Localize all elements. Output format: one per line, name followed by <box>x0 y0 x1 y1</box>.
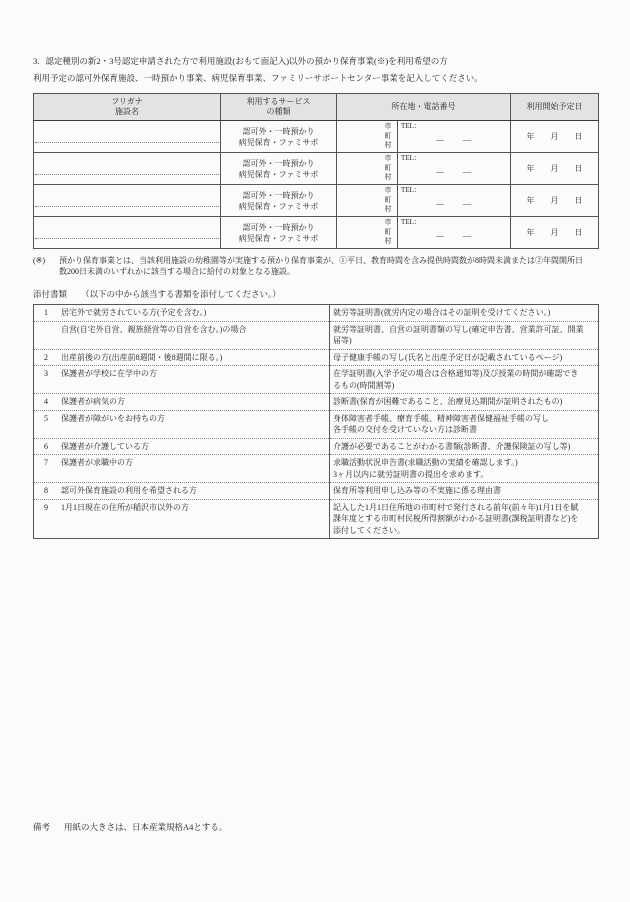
section3-heading <box>33 56 598 67</box>
condition-cell <box>34 394 330 411</box>
document-line: 就労等証明書(就労内定の場合はその証明を受けてください。) <box>333 308 551 317</box>
row-number: 3 <box>44 369 48 378</box>
usage-table-header-row <box>34 94 599 121</box>
condition-text: 保護者が病気の方 <box>61 397 125 406</box>
start-date-cell: 年 月 日 <box>511 217 599 249</box>
municipality-label: 市町村 <box>384 186 392 214</box>
municipality-label: 市町村 <box>384 154 392 182</box>
attachments-title-note: （以下の中から該当する書類を添付してください。） <box>81 289 281 299</box>
location-tel-cell <box>337 153 511 185</box>
row-number: 9 <box>44 502 48 512</box>
header-service-line2: の種類 <box>266 107 291 116</box>
condition-text: 認可外保育施設の利用を希望される方 <box>61 486 197 495</box>
documents-cell <box>330 321 599 349</box>
attachment-row <box>34 366 599 394</box>
asterisk-note-line2: 数200日未満のいずれかに該当する場合に給付の対象となる施設。 <box>59 267 295 276</box>
remarks-text: 用紙の大きさは、日本産業規格A4とする。 <box>64 822 228 832</box>
documents-cell <box>330 483 599 500</box>
service-options-line2: 病児保育・ファミサポ <box>238 233 319 243</box>
furigana-write-line <box>35 227 219 239</box>
asterisk-note-line1: 預かり保育事業とは、当該利用施設の幼稚園等が実施する預かり保育事業が、①平日、教育時間を含み提供時間数が8時間未満または②年間開所日 <box>59 256 583 265</box>
usage-table-row <box>34 121 599 153</box>
asterisk-note <box>33 255 598 277</box>
header-start-date: 利用開始予定日 <box>511 94 599 121</box>
documents-cell <box>330 366 599 394</box>
attachment-row <box>34 438 599 455</box>
condition-text: 出産前後の方(出産前8週間・後8週間に限る。) <box>61 352 223 362</box>
attachment-row <box>34 455 599 483</box>
tel-label: TEL： <box>401 154 421 162</box>
service-type-cell <box>221 153 337 185</box>
document-line: 添付してください。 <box>333 525 405 535</box>
attachment-row <box>34 321 599 349</box>
document-line: 身体障害者手帳、療育手帳、精神障害者保健福祉手帳の写し <box>333 413 549 423</box>
document-line: 保育所等利用申し込み等の不実施に係る理由書 <box>333 486 501 495</box>
tel-area <box>397 121 510 152</box>
document-line: 診断書(保育が困難であること、治療見込期間が証明されたもの) <box>333 397 563 406</box>
service-options-line2: 病児保育・ファミサポ <box>238 169 319 179</box>
condition-cell <box>34 305 330 322</box>
tel-dashes: — — <box>436 167 472 176</box>
remarks-label: 備考 <box>33 822 51 832</box>
attachment-row <box>34 394 599 411</box>
documents-cell <box>330 410 599 438</box>
condition-cell <box>34 410 330 438</box>
municipality-label: 市町村 <box>384 218 392 246</box>
condition-text: 保護者が介護している方 <box>61 441 149 451</box>
row-number: 2 <box>44 352 48 362</box>
document-line: 届等) <box>333 336 352 345</box>
service-options-line2: 病児保育・ファミサポ <box>238 201 319 211</box>
document-line: 課年度とする市町村民税所得割額がわかる証明書(課税証明書など)を <box>333 514 579 523</box>
row-number: 6 <box>44 441 48 451</box>
document-line: 3ヶ月以内に就労証明書の提出を求めます。 <box>333 469 489 479</box>
condition-cell <box>34 455 330 483</box>
address-write-area <box>337 217 397 248</box>
tel-dashes: — — <box>436 135 472 144</box>
row-number <box>37 324 61 336</box>
service-options-line1: 認可外・一時預かり <box>242 158 315 168</box>
furigana-write-line <box>35 195 219 207</box>
document-line: 就労等証明書、自営の証明書類の写し(確定申告書、営業許可証、開業 <box>333 324 584 334</box>
condition-text: 1月1日現在の住所が稲沢市以外の方 <box>61 502 189 512</box>
condition-cell <box>34 349 330 366</box>
section-number: 3. <box>33 56 40 66</box>
service-type-cell <box>221 121 337 153</box>
address-write-area <box>337 153 397 184</box>
documents-cell <box>330 455 599 483</box>
condition-text: 保護者が求職中の方 <box>61 458 133 467</box>
facility-name-cell <box>34 153 221 185</box>
asterisk-marker: (※) <box>33 256 46 265</box>
attachments-title <box>33 289 598 300</box>
document-line: 在学証明書(入学予定の場合は合格通知等)及び授業の時間が確認でき <box>333 369 579 378</box>
documents-cell <box>330 394 599 411</box>
condition-text: 自営(自宅外自営、親族経営等の自営を含む。)の場合 <box>61 324 247 334</box>
address-write-area <box>337 185 397 216</box>
document-line: 介護が必要であることがわかる書類(診断書、介護保険証の写し等) <box>333 441 571 451</box>
service-options-line1: 認可外・一時預かり <box>242 126 315 136</box>
row-number: 7 <box>44 458 48 467</box>
documents-cell <box>330 305 599 322</box>
condition-cell <box>34 483 330 500</box>
usage-table-row <box>34 153 599 185</box>
tel-area <box>397 185 510 216</box>
document-line: るもの(時間割等) <box>333 380 395 390</box>
attachments-table <box>33 304 599 539</box>
location-tel-cell <box>337 121 511 153</box>
location-tel-cell <box>337 217 511 249</box>
service-type-cell <box>221 185 337 217</box>
address-write-area <box>337 121 397 152</box>
start-date-cell: 年 月 日 <box>511 121 599 153</box>
facility-name-cell <box>34 217 221 249</box>
condition-text: 保護者が学校に在学中の方 <box>61 369 157 378</box>
row-number: 1 <box>44 308 48 317</box>
tel-dashes: — — <box>436 231 472 240</box>
start-date-cell: 年 月 日 <box>511 185 599 217</box>
documents-cell <box>330 499 599 539</box>
facility-name-cell <box>34 185 221 217</box>
tel-dashes: — — <box>436 199 472 208</box>
asterisk-note-text <box>59 255 583 277</box>
service-type-cell <box>221 217 337 249</box>
municipality-label: 市町村 <box>384 122 392 150</box>
usage-table <box>33 93 599 249</box>
attachment-row <box>34 410 599 438</box>
service-options-line1: 認可外・一時預かり <box>242 190 315 200</box>
remarks <box>33 822 227 833</box>
header-service-line1: 利用するサービス <box>246 97 311 106</box>
condition-cell <box>34 366 330 394</box>
documents-cell <box>330 349 599 366</box>
attachments-title-label: 添付書類 <box>33 289 68 299</box>
header-location-tel: 所在地・電話番号 <box>337 94 511 121</box>
facility-name-cell <box>34 121 221 153</box>
furigana-write-line <box>35 131 219 143</box>
furigana-write-line <box>35 163 219 175</box>
attachment-row <box>34 483 599 500</box>
service-options-line2: 病児保育・ファミサポ <box>238 137 319 147</box>
document-line: 記入した1月1日住所地の市町村で発行される前年(前々年)1月1日を賦 <box>333 502 579 512</box>
row-number: 8 <box>44 486 48 495</box>
tel-label: TEL： <box>401 218 421 226</box>
section3-subheading: 利用予定の認可外保育施設、一時預かり事業、病児保育事業、ファミリーサポートセンター事業を記入してください。 <box>33 73 483 83</box>
attachment-row <box>34 349 599 366</box>
attachment-row <box>34 499 599 539</box>
document-line: 母子健康手帳の写し(氏名と出産予定日が記載されているページ) <box>333 352 563 362</box>
usage-table-row <box>34 217 599 249</box>
tel-label: TEL： <box>401 186 421 194</box>
start-date-cell: 年 月 日 <box>511 153 599 185</box>
header-service-type <box>221 94 337 121</box>
document-line: 求職活動状況申告書(求職活動の実績を確認します。) <box>333 458 518 467</box>
location-tel-cell <box>337 185 511 217</box>
condition-cell <box>34 321 330 349</box>
document-line: 各手帳の交付を受けていない方は診断書 <box>333 425 477 434</box>
condition-cell <box>34 438 330 455</box>
section-heading-text: 認定種別の新2・3号認定申請された方で利用施設(おもて面記入)以外の預かり保育事業(※)を利用希望の方 <box>45 56 448 66</box>
attachment-row <box>34 305 599 322</box>
header-facility-label: 施設名 <box>115 107 139 116</box>
row-number: 4 <box>44 397 48 406</box>
condition-cell <box>34 499 330 539</box>
documents-cell <box>330 438 599 455</box>
service-options-line1: 認可外・一時預かり <box>242 222 315 232</box>
condition-text: 居宅外で就労されている方(予定を含む。) <box>61 308 207 317</box>
header-furigana-label: フリガナ <box>111 97 143 106</box>
usage-table-row <box>34 185 599 217</box>
tel-area <box>397 153 510 184</box>
row-number: 5 <box>44 413 48 423</box>
tel-label: TEL： <box>401 122 421 130</box>
condition-text: 保護者が障がいをお持ちの方 <box>61 413 165 423</box>
header-facility-name <box>34 94 221 121</box>
tel-area <box>397 217 510 248</box>
